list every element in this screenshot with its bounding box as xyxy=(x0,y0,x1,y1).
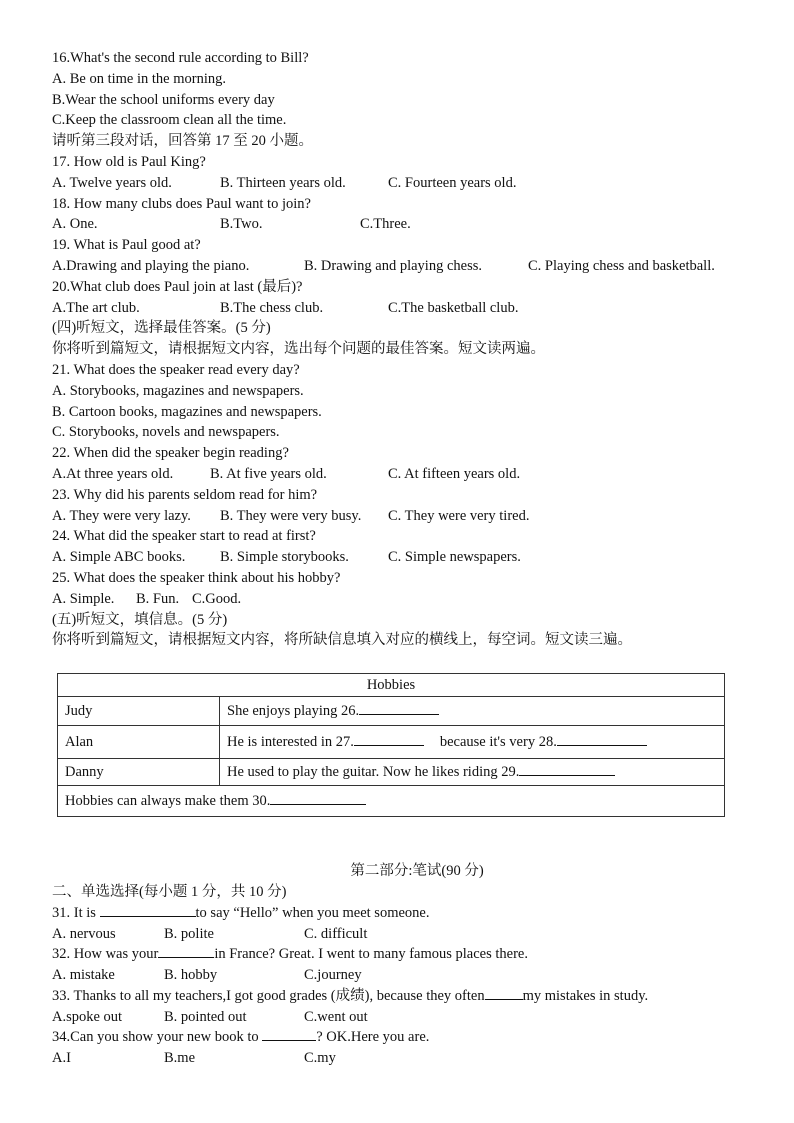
q19-text: 19. What is Paul good at? xyxy=(52,237,201,254)
danny-text: He used to play the guitar. Now he likes riding 29. xyxy=(227,764,520,781)
q18-option-c: C.Three. xyxy=(360,216,411,233)
q16-option-b: B.Wear the school uniforms every day xyxy=(52,91,275,108)
q32-option-a: A. mistake xyxy=(52,967,115,984)
q18-options xyxy=(52,214,752,235)
part5-heading: (五)听短文，填信息。(5 分) xyxy=(52,611,228,628)
q33-option-c: C.went out xyxy=(304,1008,368,1025)
q20-option-b: B.The chess club. xyxy=(220,299,324,316)
q31-option-a: A. nervous xyxy=(52,925,116,942)
q32-option-b: B. hobby xyxy=(164,967,218,984)
q24-options xyxy=(52,547,752,568)
q32-option-c: C.journey xyxy=(304,967,362,984)
q17-text: 17. How old is Paul King? xyxy=(52,153,206,170)
row-name-judy: Judy xyxy=(58,697,220,726)
q21-text: 21. What does the speaker read every day? xyxy=(52,361,300,378)
q25-option-a: A. Simple. xyxy=(52,590,115,607)
q32-options xyxy=(52,965,752,986)
q34-option-a: A.I xyxy=(52,1050,71,1067)
blank-26[interactable] xyxy=(359,702,439,715)
part2-title: 第二部分:笔试(90 分) xyxy=(350,863,484,880)
q21-option-c: C. Storybooks, novels and newspapers. xyxy=(52,424,280,441)
blank-30[interactable] xyxy=(270,792,366,805)
q24-option-a: A. Simple ABC books. xyxy=(52,549,186,566)
q34-options xyxy=(52,1048,752,1069)
q34-text: 34.Can you show your new book to ? OK.Here you are. xyxy=(52,1029,430,1046)
blank-28[interactable] xyxy=(557,733,647,746)
q31-option-b: B. polite xyxy=(164,925,214,942)
part4-instruction: 你将听到篇短文，请根据短文内容，选出每个问题的最佳答案。短文读两遍。 xyxy=(52,341,545,358)
q19-options xyxy=(52,256,752,277)
table-header: Hobbies xyxy=(58,674,725,697)
row-info-danny xyxy=(220,759,725,786)
blank-27[interactable] xyxy=(354,733,424,746)
alan-text-2: because it's very 28. xyxy=(439,734,557,751)
q21-option-b: B. Cartoon books, magazines and newspapers. xyxy=(52,403,322,420)
exam-page xyxy=(52,48,752,1069)
q23-option-a: A. They were very lazy. xyxy=(52,507,191,524)
q16-text: 16.What's the second rule according to Bill? xyxy=(52,50,309,66)
q16-option-c: C.Keep the classroom clean all the time. xyxy=(52,112,287,129)
q32-text: 32. How was your in France? Great. I went to many famous places there. xyxy=(52,946,528,963)
alan-text-1: He is interested in 27. xyxy=(227,734,354,751)
table-row xyxy=(58,726,725,759)
judy-text: She enjoys playing 26. xyxy=(227,703,360,720)
section3-instruction: 请听第三段对话，回答第 17 至 20 小题。 xyxy=(52,133,313,150)
part5-instruction: 你将听到篇短文，请根据短文内容，将所缺信息填入对应的横线上，每空词。短文读三遍。 xyxy=(52,632,632,649)
row-name-alan: Alan xyxy=(58,726,220,759)
q18-option-b: B.Two. xyxy=(220,216,263,233)
q34-blank[interactable] xyxy=(262,1028,316,1041)
q18-text: 18. How many clubs does Paul want to join? xyxy=(52,195,311,212)
q23-option-b: B. They were very busy. xyxy=(220,507,362,524)
q24-text: 24. What did the speaker start to read at first? xyxy=(52,528,316,545)
q22-option-b: B. At five years old. xyxy=(210,465,327,482)
q24-option-b: B. Simple storybooks. xyxy=(220,549,349,566)
q22-option-a: A.At three years old. xyxy=(52,465,174,482)
q24-option-c: C. Simple newspapers. xyxy=(388,549,521,566)
q33-blank[interactable] xyxy=(485,987,523,1000)
q21-option-a: A. Storybooks, magazines and newspapers. xyxy=(52,382,304,399)
part4-heading: (四)听短文，选择最佳答案。(5 分) xyxy=(52,320,271,337)
section2-heading: 二、单选选择(每小题 1 分，共 10 分) xyxy=(52,883,287,900)
q25-options xyxy=(52,589,752,610)
summary-text: Hobbies can always make them 30. xyxy=(65,793,271,810)
table-row xyxy=(58,697,725,726)
row-info-alan xyxy=(220,726,725,759)
q23-text: 23. Why did his parents seldom read for him? xyxy=(52,486,318,503)
row-info-judy xyxy=(220,697,725,726)
row-summary xyxy=(58,786,725,817)
q33-text: 33. Thanks to all my teachers,I got good grades (成绩), because they often my mistakes in study. xyxy=(52,987,649,1004)
q33-option-b: B. pointed out xyxy=(164,1008,247,1025)
q25-text: 25. What does the speaker think about his hobby? xyxy=(52,569,341,586)
q16-option-a: A. Be on time in the morning. xyxy=(52,70,226,87)
q17-option-c: C. Fourteen years old. xyxy=(388,174,517,191)
q32-blank[interactable] xyxy=(158,945,214,958)
q19-option-b: B. Drawing and playing chess. xyxy=(304,257,482,274)
q18-option-a: A. One. xyxy=(52,216,98,233)
q33-option-a: A.spoke out xyxy=(52,1008,123,1025)
table-row xyxy=(58,786,725,817)
q20-option-c: C.The basketball club. xyxy=(388,299,519,316)
q34-option-b: B.me xyxy=(164,1050,196,1067)
q31-text: 31. It is to say “Hello” when you meet someone. xyxy=(52,904,430,921)
q31-blank[interactable] xyxy=(100,904,196,917)
q31-option-c: C. difficult xyxy=(304,925,368,942)
q17-options xyxy=(52,173,752,194)
q17-option-a: A. Twelve years old. xyxy=(52,174,172,191)
q23-option-c: C. They were very tired. xyxy=(388,507,530,524)
blank-29[interactable] xyxy=(519,763,615,776)
q33-options xyxy=(52,1007,752,1028)
q22-option-c: C. At fifteen years old. xyxy=(388,465,521,482)
q17-option-b: B. Thirteen years old. xyxy=(220,174,346,191)
q19-option-c: C. Playing chess and basketball. xyxy=(528,257,715,274)
q31-options xyxy=(52,924,752,945)
table-row xyxy=(58,759,725,786)
q20-text: 20.What club does Paul join at last (最后)? xyxy=(52,278,303,295)
row-name-danny: Danny xyxy=(58,759,220,786)
q34-option-c: C.my xyxy=(304,1050,336,1067)
q22-options xyxy=(52,464,752,485)
q22-text: 22. When did the speaker begin reading? xyxy=(52,445,289,462)
q19-option-a: A.Drawing and playing the piano. xyxy=(52,257,250,274)
q25-option-c: C.Good. xyxy=(192,590,242,607)
q20-options xyxy=(52,298,752,319)
q25-option-b: B. Fun. xyxy=(136,590,180,607)
hobbies-table xyxy=(57,673,725,817)
q23-options xyxy=(52,506,752,527)
q20-option-a: A.The art club. xyxy=(52,299,140,316)
